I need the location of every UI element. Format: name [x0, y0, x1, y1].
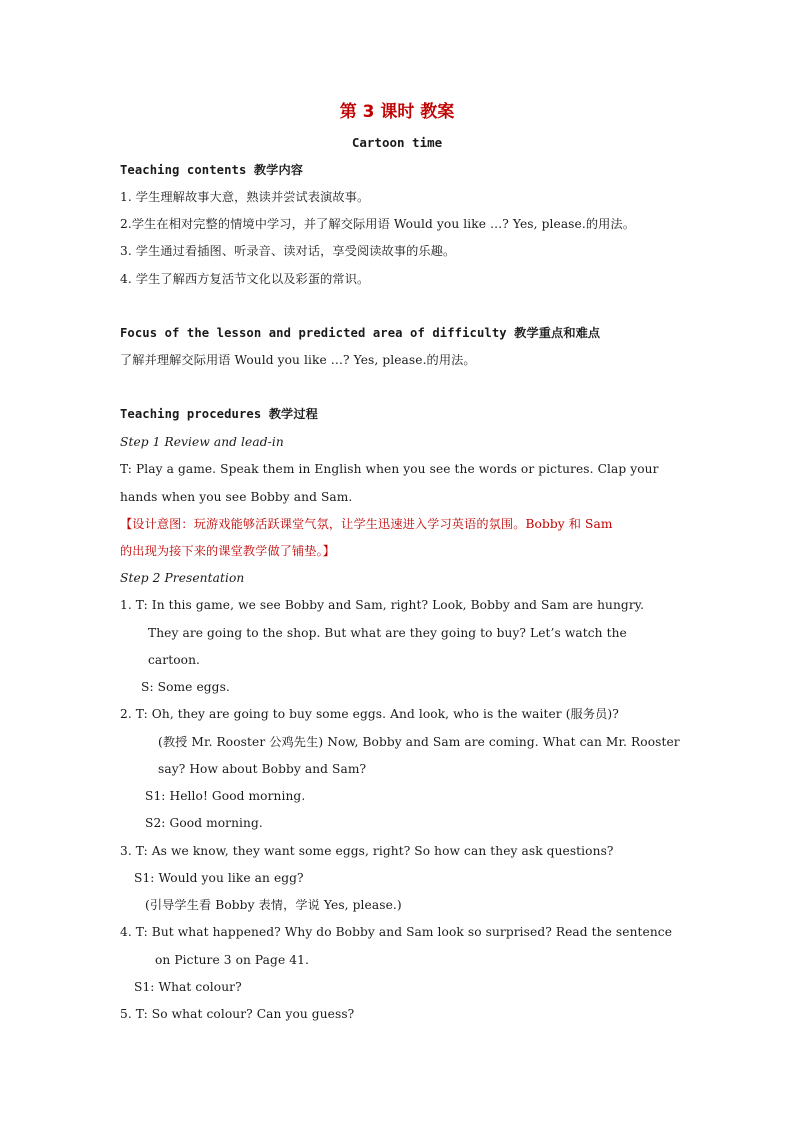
step1-title: Step 1 Review and lead-in [120, 435, 284, 449]
dialogue-line: S1: Would you like an egg? [134, 871, 304, 885]
dialogue-line: 3. T: As we know, they want some eggs, right? So how can they ask questions? [120, 844, 614, 858]
dialogue-line: 2. T: Oh, they are going to buy some eggs. And look, who is the waiter (服务员)? [120, 707, 619, 721]
dialogue-line: cartoon. [148, 653, 201, 667]
step1-teacher-line: T: Play a game. Speak them in English when you see the words or pictures. Clap your [120, 462, 659, 476]
dialogue-line: (教授 Mr. Rooster 公鸡先生) Now, Bobby and Sam are coming. What can Mr. Rooster [158, 735, 680, 749]
focus-text: 了解并理解交际用语 Would you like …? Yes, please.的用法。 [120, 353, 476, 367]
dialogue-line: 5. T: So what colour? Can you guess? [120, 1007, 355, 1021]
dialogue-line: 4. T: But what happened? Why do Bobby and Sam look so surprised? Read the sentence [120, 925, 673, 939]
dialogue-line: say? How about Bobby and Sam? [158, 762, 367, 776]
focus-heading: Focus of the lesson and predicted area of difficulty 教学重点和难点 [120, 326, 601, 340]
dialogue-line: S2: Good morning. [145, 816, 263, 830]
contents-heading: Teaching contents 教学内容 [120, 163, 304, 177]
dialogue-line: S: Some eggs. [141, 680, 230, 694]
procedures-heading: Teaching procedures 教学过程 [120, 407, 318, 421]
document-title: 第 3 课时 教案 [339, 102, 455, 122]
document-subtitle: Cartoon time [351, 135, 443, 150]
dialogue-line: on Picture 3 on Page 41. [155, 953, 309, 967]
dialogue-line: (引导学生看 Bobby 表情，学说 Yes, please.) [145, 898, 402, 912]
contents-item: 3. 学生通过看插图、听录音、读对话，享受阅读故事的乐趣。 [120, 244, 456, 258]
dialogue-line: S1: Hello! Good morning. [145, 789, 306, 803]
design-intent-note: 【设计意图：玩游戏能够活跃课堂气氛，让学生迅速进入学习英语的氛围。Bobby 和 Sam [120, 517, 613, 531]
contents-item: 2.学生在相对完整的情境中学习，并了解交际用语 Would you like …? Yes, please.的用法。 [120, 217, 635, 231]
step2-title: Step 2 Presentation [120, 571, 245, 585]
contents-item: 1. 学生理解故事大意，熟读并尝试表演故事。 [120, 190, 370, 204]
design-intent-note: 的出现为接下来的课堂教学做了铺垫。】 [120, 544, 336, 558]
step1-teacher-line: hands when you see Bobby and Sam. [120, 490, 353, 504]
dialogue-line: They are going to the shop. But what are they going to buy? Let’s watch the [148, 626, 627, 640]
contents-item: 4. 学生了解西方复活节文化以及彩蛋的常识。 [120, 272, 370, 286]
dialogue-line: 1. T: In this game, we see Bobby and Sam, right? Look, Bobby and Sam are hungry. [120, 598, 645, 612]
dialogue-line: S1: What colour? [134, 980, 242, 994]
